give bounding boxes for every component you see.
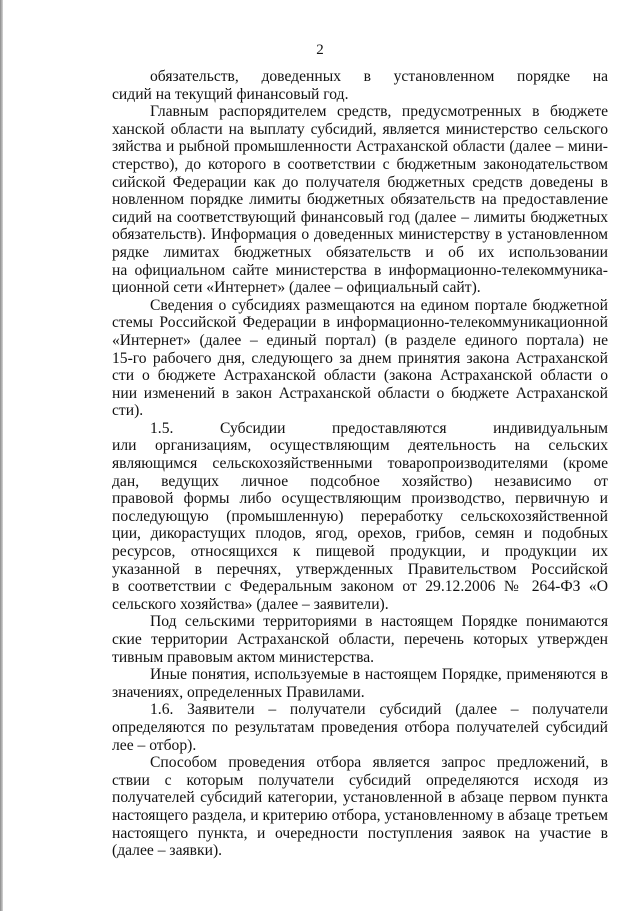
text-line: в соответствии с Федеральным законом от 29.12.2006 № 264-ФЗ «О bbox=[112, 578, 608, 596]
text-line: значениях, определенных Правилами. bbox=[112, 683, 365, 701]
text-line: стерство), до которого в соответствии с бюджетным законодательством bbox=[112, 155, 608, 173]
text-line: Сведения о субсидиях размещаются на едином портале бюджетной bbox=[150, 296, 608, 314]
text-line: определяются по результатам проведения отбора получателей субсидий bbox=[112, 718, 608, 736]
text-line: сийской Федерации как до получателя бюджетных средств доведены в bbox=[112, 173, 608, 191]
paragraph bbox=[112, 420, 608, 614]
text-line: нии изменений в закон Астраханской области о бюджете Астраханской bbox=[112, 384, 608, 402]
text-line: ские территории Астраханской области, перечень которых утвержден bbox=[112, 631, 608, 648]
text-line: получателей субсидий категории, установленной в абзаце первом пункта bbox=[112, 789, 608, 807]
text-line: Иные понятия, используемые в настоящем Порядке, применяются в bbox=[150, 666, 608, 684]
paragraph bbox=[112, 68, 608, 103]
text-line: сти о бюджете Астраханской области (закона Астраханской области о bbox=[112, 367, 608, 385]
text-line: Главным распорядителем средств, предусмотренных в бюджете bbox=[150, 103, 608, 121]
text-line: 1.6. Заявители – получатели субсидий (далее – получатели bbox=[150, 701, 608, 719]
paragraph bbox=[112, 103, 608, 297]
text-line: обязательств). Информация о доведенных министерству в установленном bbox=[112, 226, 608, 244]
paragraph bbox=[112, 613, 608, 666]
text-line: дан, ведущих личное подсобное хозяйство) независимо от bbox=[112, 472, 608, 490]
text-line: Способом проведения отбора является запрос предложений, в bbox=[150, 754, 608, 772]
text-line: последующую (промышленную) переработку сельскохозяйственной bbox=[112, 507, 608, 525]
text-line: ции, дикорастущих плодов, ягод, орехов, грибов, семян и подобных bbox=[112, 525, 608, 543]
text-line: сельского хозяйства» (далее – заявители). bbox=[112, 595, 389, 613]
text-line: Под сельскими территориями в настоящем Порядке понимаются bbox=[150, 613, 608, 631]
paragraph bbox=[112, 754, 608, 860]
text-line: на официальном сайте министерства в информационно-телекоммуника- bbox=[112, 261, 608, 279]
page-number: 2 bbox=[316, 42, 324, 58]
text-line: рядке лимитах бюджетных обязательств и об их использовании bbox=[112, 243, 608, 261]
text-line: новленном порядке лимиты бюджетных обязательств на предоставление bbox=[112, 191, 608, 209]
text-line: правовой формы либо осуществляющим производство, первичную и bbox=[112, 490, 608, 508]
text-line: сти). bbox=[112, 402, 144, 420]
paragraph bbox=[112, 701, 608, 754]
text-line: обязательств, доведенных в установленном порядке на bbox=[150, 68, 608, 85]
text-line: ресурсов, относящихся к пищевой продукции, и продукции их bbox=[112, 543, 608, 561]
text-line: настоящего пункта, и очередности поступления заявок на участие в bbox=[112, 824, 608, 842]
text-line: сидий на текущий финансовый год. bbox=[112, 85, 349, 103]
text-line: ционной сети «Интернет» (далее – официальный сайт). bbox=[112, 279, 481, 297]
paragraph bbox=[112, 666, 608, 701]
scan-edge bbox=[0, 0, 3, 911]
text-line: зяйства и рыбной промышленности Астраханской области (далее – мини- bbox=[112, 138, 608, 156]
text-line: или организациям, осуществляющим деятельность на сельских bbox=[112, 437, 608, 455]
text-line: «Интернет» (далее – единый портал) (в разделе единого портала) не bbox=[112, 331, 608, 349]
text-line: настоящего раздела, и критерию отбора, установленному в абзаце третьем bbox=[112, 806, 608, 824]
text-line: (далее – заявки). bbox=[112, 842, 223, 860]
text-line: 1.5. Субсидии предоставляются индивидуальным bbox=[150, 419, 608, 437]
text-line: 15-го рабочего дня, следующего за днем принятия закона Астраханской bbox=[112, 349, 608, 367]
paragraph bbox=[112, 297, 608, 420]
document-body bbox=[112, 68, 608, 860]
text-line: ствии с которым получатели субсидий определяются исходя из bbox=[112, 771, 608, 789]
text-line: стемы Российской Федерации в информационно-телекоммуникационной bbox=[112, 314, 608, 332]
text-line: ханской области на выплату субсидий, является министерство сельского bbox=[112, 120, 608, 138]
text-line: являющимся сельскохозяйственными товаропроизводителями (кроме bbox=[112, 455, 608, 473]
text-line: сидий на соответствующий финансовый год (далее – лимиты бюджетных bbox=[112, 208, 608, 226]
text-line: лее – отбор). bbox=[112, 736, 197, 754]
text-line: указанной в перечнях, утвержденных Правительством Российской bbox=[112, 560, 608, 578]
text-line: тивным правовым актом министерства. bbox=[112, 648, 375, 666]
